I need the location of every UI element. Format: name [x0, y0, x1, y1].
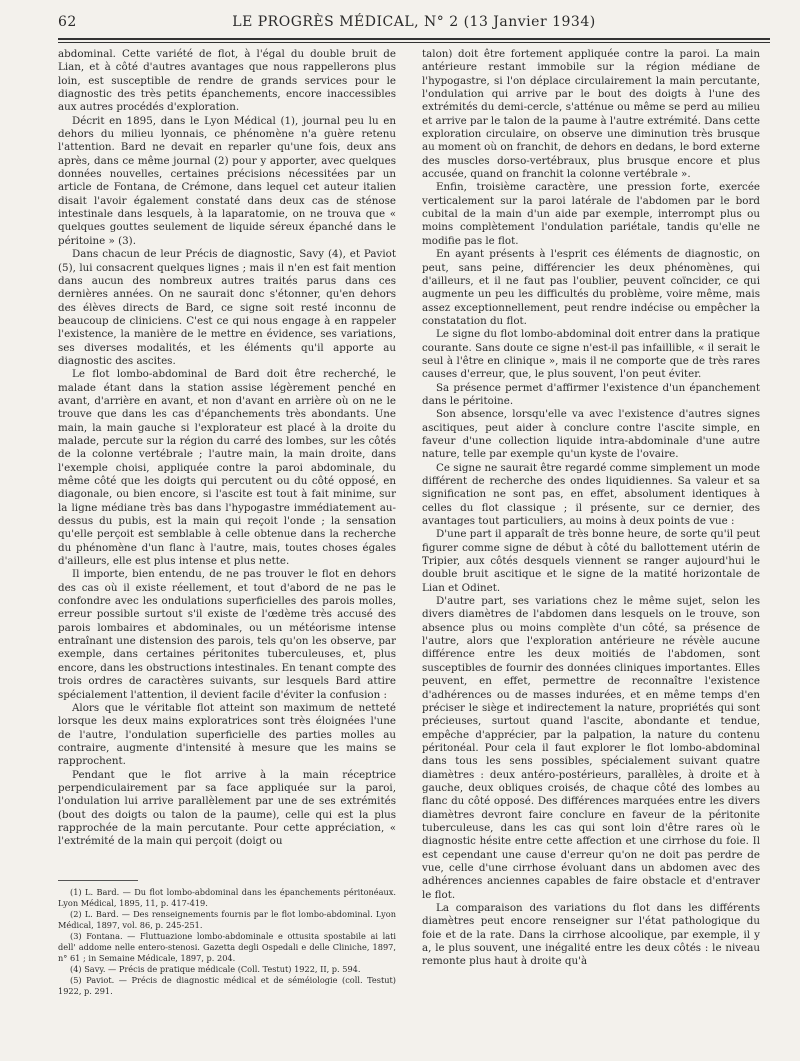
paragraph: D'une part il apparaît de très bonne heure, de sorte qu'il peut figurer comme signe de début à côté du ballottement utérin de Tripier, aux côtés desquels viennent se ranger aujourd'hui le double bruit ascitique et le signe de la matité horizontale de Lian et Odinet. [422, 528, 760, 594]
header-rule-thin [58, 42, 770, 43]
right-column [422, 48, 760, 1053]
running-head: LE PROGRÈS MÉDICAL, N° 2 (13 Janvier 1934) [232, 14, 596, 30]
paragraph: Ce signe ne saurait être regardé comme simplement un mode différent de recherche des ondes liquidiennes. Sa valeur et sa signification ne sont pas, en effet, absolument identiques à celles du flot classique ; il présente, sur ce dernier, des avantages tout particuliers, au moins à deux points de vue : [422, 461, 760, 528]
paragraph: La comparaison des variations du flot dans les différents diamètres peut encore renseigner sur l'état pathologique du foie et de la rate. Dans la cirrhose alcoolique, par exemple, il y a, le plus souvent, une inégalité entre les deux côtés : le niveau remonte plus haut à droite qu'à [422, 902, 760, 968]
footnote: (2) L. Bard. — Des renseignements fournis par le flot lombo-abdominal. Lyon Médical, 1897, vol. 86, p. 245-251. [58, 909, 396, 930]
paragraph: Alors que le véritable flot atteint son maximum de netteté lorsque les deux mains exploratrices sont très éloignées l'une de l'autre, l'ondulation superficielle des parties molles au contraire, augmente d'intensité à mesure que les mains se rapprochent. [58, 701, 396, 768]
paragraph: Le signe du flot lombo-abdominal doit entrer dans la pratique courante. Sans doute ce signe n'est-il pas infaillible, « il serait le seul à l'être en clinique », mais il ne comporte que de très rares causes d'erreur, que, le plus souvent, l'on peut éviter. [422, 328, 760, 381]
paragraph: Pendant que le flot arrive à la main réceptrice perpendiculairement par sa face appliquée sur la paroi, l'ondulation lui arrive parallèlement par une de ses extrémités (bout des doigts ou talon de la paume), celle qui est la plus rapprochée de la main percutante. Pour cette appréciation, « l'extrémité de la main qui perçoit (doigt ou [58, 768, 396, 848]
page-number: 62 [58, 14, 77, 30]
paragraph: Enfin, troisième caractère, une pression forte, exercée verticalement sur la paroi latérale de l'abdomen par le bord cubital de la main d'un aide par exemple, interrompt plus ou moins complètement l'ondulation pariétale, tandis qu'elle ne modifie pas le flot. [422, 181, 760, 247]
page-header [58, 14, 770, 36]
footnotes [58, 887, 396, 997]
left-column [58, 48, 396, 1018]
footnote: (3) Fontana. — Fluttuazione lombo-abdominale e ottusita spostabile ai lati dell' addome nelle entero-stenosi. Gazetta degli Ospedali e delle Cliniche, 1897, n° 61 ; in Semaine Médicale, 1897, p. 204. [58, 931, 396, 963]
paragraph: Décrit en 1895, dans le Lyon Médical (1), journal peu lu en dehors du milieu lyonnais, ce phénomène n'a guère retenu l'attention. Bard ne devait en reparler qu'une fois, deux ans après, dans ce même journal (2) pour y apporter, avec quelques données nouvelles, certaines précisions nécessitées par un article de Fontana, de Crémone, dans lequel cet auteur italien disait l'avoir également constaté dans deux cas de sténose intestinale dans lesquels, à la laparatomie, on ne trouva que « quelques gouttes seulement de liquide séreux épanché dans le péritoine » (3). [58, 114, 396, 247]
paragraph: Dans chacun de leur Précis de diagnostic, Savy (4), et Paviot (5), lui consacrent quelques lignes ; mais il n'en est fait mention dans aucun des nombreux autres traités parus dans ces dernières années. On ne saurait donc s'étonner, qu'en dehors des élèves directs de Bard, ce signe soit resté inconnu de beaucoup de cliniciens. C'est ce qui nous engage à en rappeler l'existence, la manière de le mettre en évidence, ses variations, ses diverses modalités, et les éléments qu'il apporte au diagnostic des ascites. [58, 248, 396, 367]
paragraph: Sa présence permet d'affirmer l'existence d'un épanchement dans le péritoine. [422, 381, 760, 407]
footnote-rule [58, 880, 138, 881]
paragraph: abdominal. Cette variété de flot, à l'égal du double bruit de Lian, et à côté d'autres avantages que nous rappellerons plus loin, est susceptible de rendre de grands services pour le diagnostic des très petits épanchements, encore inaccessibles aux autres procédés d'exploration. [58, 48, 396, 114]
paragraph: D'autre part, ses variations chez le même sujet, selon les divers diamètres de l'abdomen dans lesquels on le trouve, son absence plus ou moins complète d'un côté, sa présence de l'autre, alors que l'exploration antérieure ne révèle aucune différence entre les deux moitiés de l'abdomen, sont susceptibles de fournir des données cliniques importantes. Elles peuvent, en effet, permettre de reconnaître l'existence d'adhérences ou de masses indurées, et en même temps d'en préciser le siège et indirectement la nature, propriétés qui sont précieuses, surtout quand l'ascite, abondante et tendue, empêche d'apprécier, par la palpation, la nature du contenu péritonéal. Pour cela il faut explorer le flot lombo-abdominal dans tous les sens possibles, spécialement suivant quatre diamètres : deux antéro-postérieurs, parallèles, à droite et à gauche, deux obliques croisés, de chaque côté des lombes au flanc du côté opposé. Des différences marquées entre les divers diamètres devront faire conclure en faveur de la péritonite tuberculeuse, dans les cas qui sont loin d'être rares où le diagnostic hésite entre cette affection et une cirrhose du foie. Il est cependant une cause d'erreur qu'on ne doit pas perdre de vue, celle d'une cirrhose évoluant dans un abdomen avec des adhérences anciennes capables de faire obstacle et d'entraver le flot. [422, 595, 760, 901]
paragraph: talon) doit être fortement appliquée contre la paroi. La main antérieure restant immobile sur la région médiane de l'hypogastre, si l'on déplace circulairement la main percutante, l'ondulation qui arrive par le bout des doigts à l'une des extrémités du demi-cercle, s'atténue ou même se perd au milieu et arrive par le talon de la paume à l'autre extrémité. Dans cette exploration circulaire, on observe une diminution très brusque au moment où on franchit, de dehors en dedans, le bord externe des muscles dorso-vertébraux, plus brusque encore et plus accusée, quand on franchit la colonne vertébrale ». [422, 48, 760, 181]
paragraph: Son absence, lorsqu'elle va avec l'existence d'autres signes ascitiques, peut aider à conclure contre l'ascite simple, en faveur d'une collection liquide intra-abdominale d'une autre nature, telle par exemple qu'un kyste de l'ovaire. [422, 408, 760, 461]
footnote: (1) L. Bard. — Du flot lombo-abdominal dans les épanchements péritonéaux. Lyon Médical, 1895, 11, p. 417-419. [58, 887, 396, 908]
footnote: (5) Paviot. — Précis de diagnostic médical et de séméiologie (coll. Testut) 1922, p. 291. [58, 975, 396, 996]
paragraph: Le flot lombo-abdominal de Bard doit être recherché, le malade étant dans la station assise légèrement penché en avant, d'arrière en avant, et non d'avant en arrière où on ne le trouve que dans les cas d'épanchements très abondants. Une main, la main gauche si l'explorateur est placé à la droite du malade, percute sur la région du carré des lombes, sur les côtés de la colonne vertébrale ; l'autre main, la main droite, dans l'exemple choisi, appliquée contre la paroi abdominale, du même côté que les doigts qui percutent ou du côté opposé, en diagonale, ou bien encore, si l'ascite est tout à fait minime, sur la ligne médiane très bas dans l'hypogastre immédiatement au-dessus du pubis, est la main qui reçoit l'onde ; la sensation qu'elle perçoit est semblable à celle obtenue dans la recherche du phénomène d'un flanc à l'autre, mais, toutes choses égales d'ailleurs, elle est plus intense et plus nette. [58, 368, 396, 568]
header-rule [58, 38, 770, 40]
paragraph: Il importe, bien entendu, de ne pas trouver le flot en dehors des cas où il existe réellement, et tout d'abord de ne pas le confondre avec les ondulations superficielles des parois molles, erreur possible surtout s'il existe de l'œdème très accusé des parois lombaires et abdominales, ou un météorisme intense entraînant une distension des parois, tels qu'on les observe, par exemple, dans certaines péritonites tuberculeuses, et, plus encore, dans les obstructions intestinales. En tenant compte des trois ordres de caractères suivants, sur lesquels Bard attire spécialement l'attention, il devient facile d'éviter la confusion : [58, 568, 396, 701]
paragraph: En ayant présents à l'esprit ces éléments de diagnostic, on peut, sans peine, différencier les deux phénomènes, qui d'ailleurs, et il ne faut pas l'oublier, peuvent coïncider, ce qui augmente un peu les difficultés du problème, voire même, mais assez exceptionnellement, peut rendre indécise ou empêcher la constatation du flot. [422, 248, 760, 327]
footnote: (4) Savy. — Précis de pratique médicale (Coll. Testut) 1922, II, p. 594. [70, 964, 361, 974]
